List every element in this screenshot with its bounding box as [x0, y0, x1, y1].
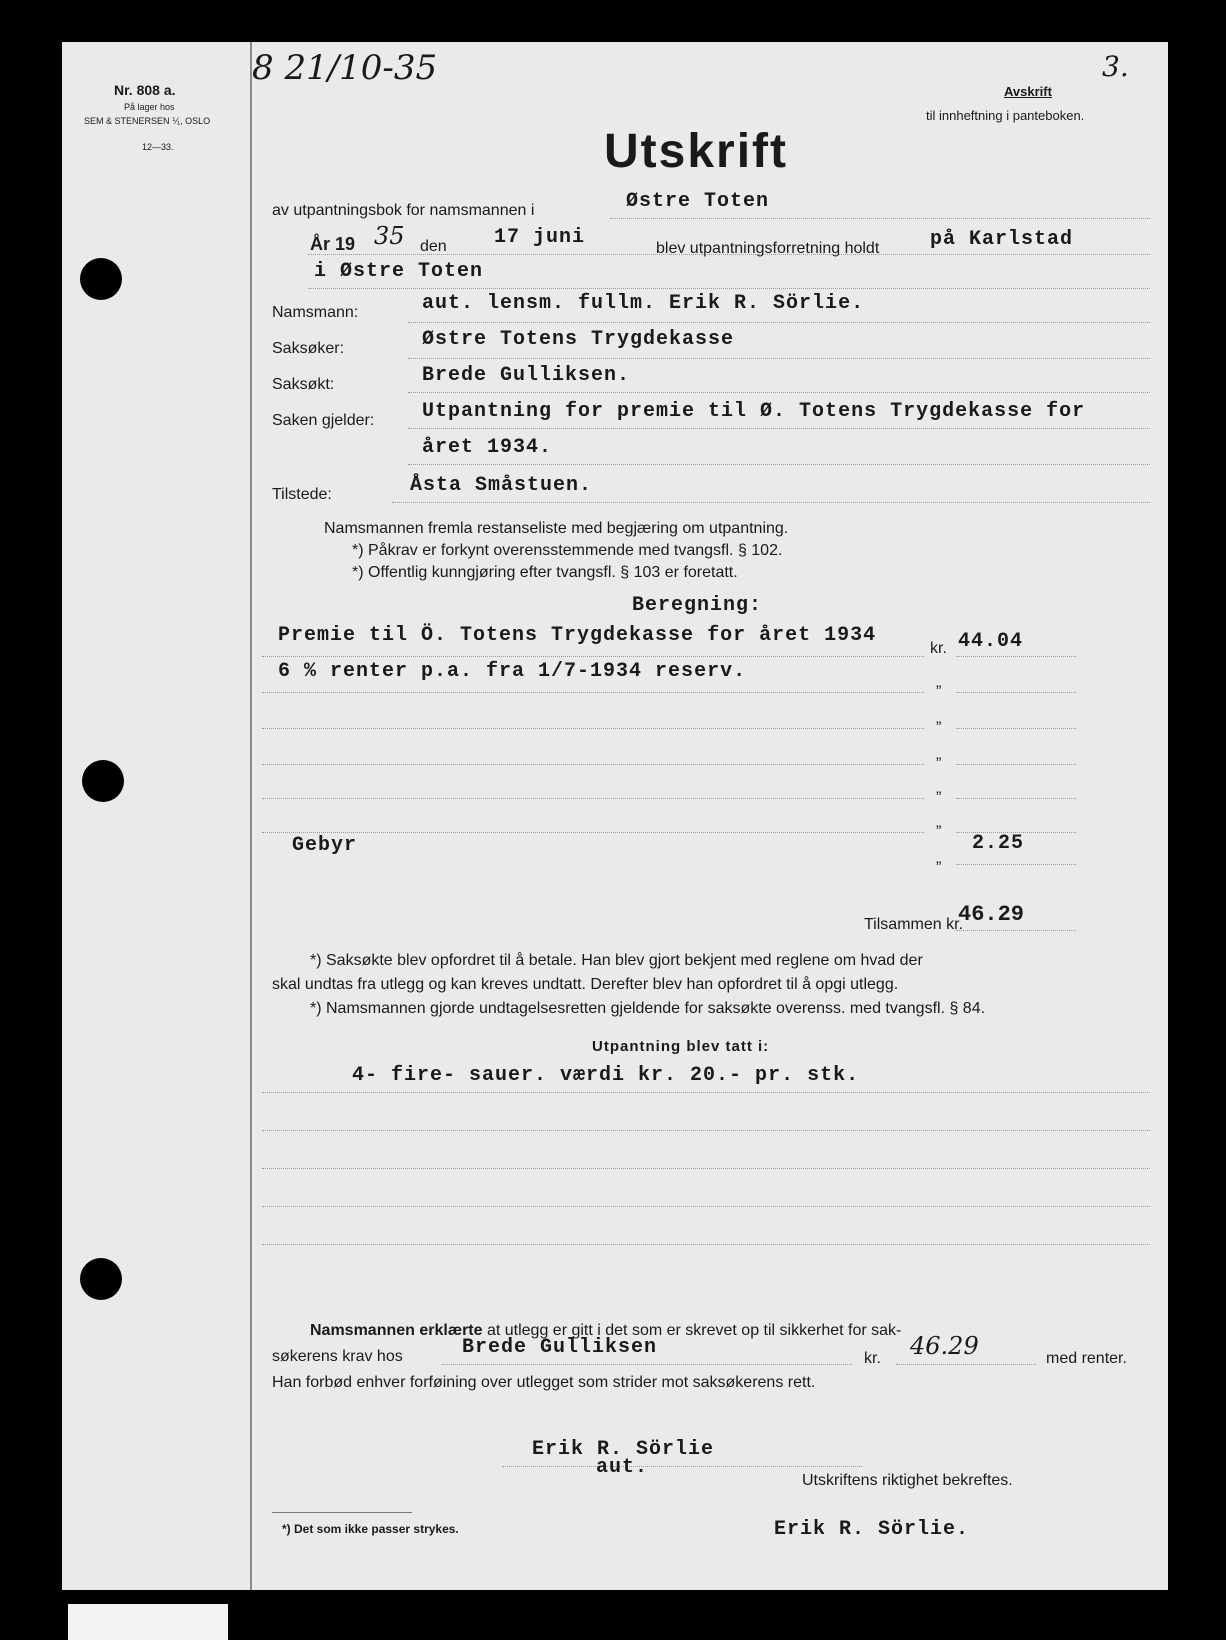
note-line-2: *) Påkrav er forkynt overensstemmende med tvangsfl. § 102. — [352, 542, 783, 559]
rule — [956, 656, 1076, 657]
rule — [408, 428, 1150, 429]
saksokt-label: Saksøkt: — [272, 376, 335, 393]
namsmann-value: aut. lensm. fullm. Erik R. Sörlie. — [422, 292, 865, 315]
rule — [392, 502, 1150, 503]
beregning-heading: Beregning: — [632, 594, 763, 617]
rule — [896, 1364, 1036, 1365]
rule — [262, 1168, 1150, 1169]
saksoker-label: Saksøker: — [272, 340, 345, 357]
beregning-row-1-text: Premie til Ö. Totens Trygdekasse for året 1934 — [278, 624, 877, 647]
ditto-mark: „ — [936, 746, 942, 763]
gjelder-label: Saken gjelder: — [272, 412, 375, 429]
avskrift-label: Avskrift — [1004, 84, 1052, 99]
beregning-row-1-amount: 44.04 — [958, 630, 1024, 653]
gebyr-label: Gebyr — [292, 834, 358, 857]
saksokt-value: Brede Gulliksen. — [422, 364, 631, 387]
year-value: 35 — [374, 222, 405, 250]
note-line-3: *) Offentlig kunngjøring efter tvangsfl. § 103 er foretatt. — [352, 564, 738, 581]
den-label: den — [420, 238, 447, 255]
avskrift-note: til innheftning i panteboken. — [926, 108, 1085, 123]
publisher-line-1: På lager hos — [124, 102, 175, 112]
rule — [262, 1244, 1150, 1245]
rule — [262, 1130, 1150, 1131]
holdt-label: blev utpantningsforretning holdt — [656, 240, 880, 257]
gebyr-amount: 2.25 — [972, 832, 1025, 855]
erklaering-bold: Namsmannen erklærte — [310, 1322, 483, 1339]
rule — [262, 764, 924, 765]
rule — [956, 798, 1076, 799]
footnote-rule — [272, 1512, 412, 1513]
ditto-mark: „ — [936, 710, 942, 727]
form-number: Nr. 808 a. — [114, 82, 176, 98]
signature-1-title: aut. — [596, 1456, 649, 1479]
place-value: på Karlstad — [930, 228, 1074, 251]
year-label: År 19 — [310, 234, 356, 254]
paragraph-line-1: *) Saksøkte blev opfordret til å betale. Han blev gjort bekjent med reglene om hvad der — [310, 952, 923, 969]
rule — [262, 1092, 1150, 1093]
rule — [408, 464, 1150, 465]
utpantning-value: 4- fire- sauer. værdi kr. 20.- pr. stk. — [352, 1064, 860, 1087]
rule — [262, 798, 924, 799]
ditto-mark: „ — [936, 850, 942, 867]
erklaering-name: Brede Gulliksen — [462, 1336, 658, 1359]
beregning-row-2-text: 6 % renter p.a. fra 1/7-1934 reserv. — [278, 660, 747, 683]
rule — [502, 1466, 862, 1467]
erklaering-amount: 46.29 — [910, 1332, 979, 1360]
bok-label: av utpantningsbok for namsmannen i — [272, 202, 535, 219]
rule — [262, 832, 924, 833]
rule — [408, 322, 1150, 323]
publisher-date: 12—33. — [142, 142, 174, 152]
beregning-row-1-unit: kr. — [930, 640, 947, 657]
erklaering-end: med renter. — [1046, 1350, 1127, 1367]
gjelder-value-2: året 1934. — [422, 436, 553, 459]
tilstede-value: Åsta Småstuen. — [410, 474, 593, 497]
bok-value: Østre Toten — [626, 190, 770, 213]
erklaering-line-2-start: søkerens krav hos — [272, 1348, 403, 1365]
erklaering-kr: kr. — [864, 1350, 881, 1367]
document-page — [62, 42, 1168, 1590]
note-line-1: Namsmannen fremla restanseliste med begjæring om utpantning. — [324, 520, 789, 537]
namsmann-label: Namsmann: — [272, 304, 359, 321]
signature-2-name: Erik R. Sörlie. — [774, 1518, 970, 1541]
rule — [956, 864, 1076, 865]
rule — [956, 692, 1076, 693]
ditto-mark: „ — [936, 814, 942, 831]
rule — [610, 218, 1150, 219]
punch-hole-middle — [82, 760, 124, 802]
total-label: Tilsammen kr. — [864, 916, 963, 933]
tilstede-label: Tilstede: — [272, 486, 332, 503]
rule — [308, 254, 1150, 255]
handwritten-reference: 8 21/10-35 — [252, 48, 438, 88]
erklaering-line-3: Han forbød enhver forføining over utlegget som strider mot saksøkerens rett. — [272, 1374, 816, 1391]
paragraph-line-2: skal undtas fra utlegg og kan kreves undtatt. Derefter blev han opfordret til å opgi utlegg. — [272, 976, 899, 993]
date-value: 17 juni — [494, 226, 586, 249]
place-line-2: i Østre Toten — [314, 260, 484, 283]
erklaering-line-1-rest: at utlegg er gitt i det som er skrevet op til sikkerhet for sak- — [486, 1322, 902, 1339]
document-title: Utskrift — [604, 125, 789, 178]
left-margin-rule — [250, 42, 252, 1590]
rule — [262, 656, 924, 657]
page-number: 3. — [1102, 50, 1129, 83]
rule — [262, 692, 924, 693]
rule — [956, 764, 1076, 765]
ditto-mark: „ — [936, 674, 942, 691]
rule — [408, 392, 1150, 393]
rule — [408, 358, 1150, 359]
footnote: *) Det som ikke passer strykes. — [282, 1522, 459, 1536]
signature-1-name: Erik R. Sörlie — [532, 1438, 715, 1461]
rule — [308, 288, 1150, 289]
utpantning-heading: Utpantning blev tatt i: — [592, 1038, 770, 1055]
publisher-line-2: SEM & STENERSEN ⅟₁, OSLO — [84, 116, 211, 126]
rule — [956, 930, 1076, 931]
scan-tab — [68, 1604, 228, 1640]
rule — [262, 728, 924, 729]
punch-hole-bottom — [80, 1258, 122, 1300]
saksoker-value: Østre Totens Trygdekasse — [422, 328, 735, 351]
ditto-mark: „ — [936, 780, 942, 797]
gjelder-value-1: Utpantning for premie til Ø. Totens Trygdekasse for — [422, 400, 1086, 423]
paragraph-line-3: *) Namsmannen gjorde undtagelsesretten gjeldende for saksøkte overenss. med tvangsfl. § 84. — [310, 1000, 986, 1017]
punch-hole-top — [80, 258, 122, 300]
rule — [442, 1364, 852, 1365]
rule — [262, 1206, 1150, 1207]
total-amount: 46.29 — [958, 902, 1025, 927]
rule — [956, 728, 1076, 729]
bekreftes-text: Utskriftens riktighet bekreftes. — [802, 1472, 1013, 1489]
